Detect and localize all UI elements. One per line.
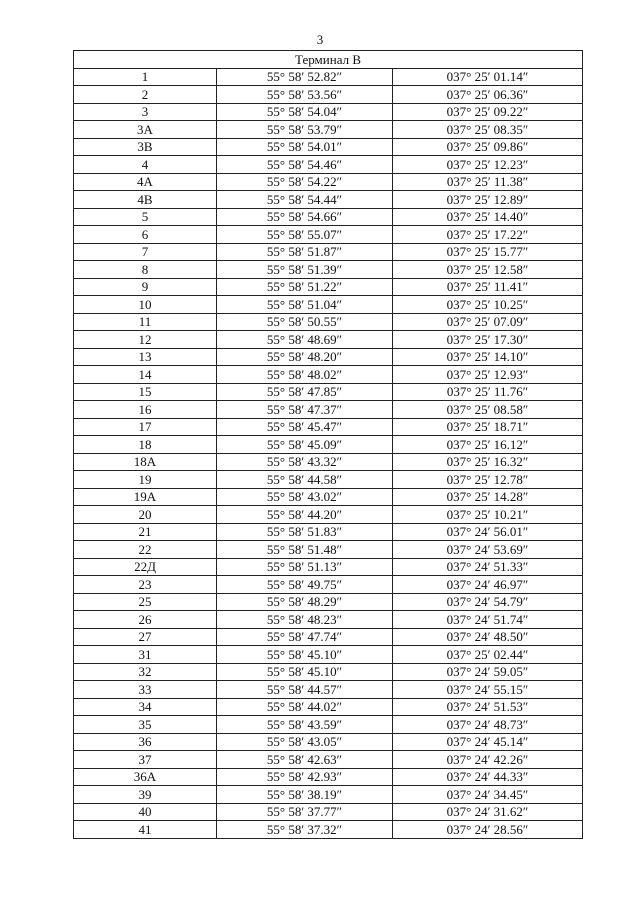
latitude-cell: 55° 58′ 47.74″ [217, 628, 393, 646]
latitude-cell: 55° 58′ 44.58″ [217, 471, 393, 489]
point-id-cell: 16 [74, 401, 217, 419]
point-id-cell: 11 [74, 313, 217, 331]
table-row [74, 751, 583, 769]
point-id-cell: 31 [74, 646, 217, 664]
point-id-cell: 3 [74, 103, 217, 121]
point-id-cell: 26 [74, 611, 217, 629]
latitude-cell: 55° 58′ 44.57″ [217, 681, 393, 699]
table-row [74, 261, 583, 279]
latitude-cell: 55° 58′ 54.44″ [217, 191, 393, 209]
longitude-cell: 037° 25′ 14.10″ [393, 348, 583, 366]
point-id-cell: 3В [74, 138, 217, 156]
point-id-cell: 2 [74, 86, 217, 104]
longitude-cell: 037° 24′ 54.79″ [393, 593, 583, 611]
point-id-cell: 27 [74, 628, 217, 646]
latitude-cell: 55° 58′ 37.77″ [217, 803, 393, 821]
point-id-cell: 41 [74, 821, 217, 839]
point-id-cell: 18А [74, 453, 217, 471]
longitude-cell: 037° 25′ 01.14″ [393, 68, 583, 86]
longitude-cell: 037° 25′ 09.86″ [393, 138, 583, 156]
longitude-cell: 037° 24′ 44.33″ [393, 768, 583, 786]
table-row [74, 506, 583, 524]
longitude-cell: 037° 25′ 09.22″ [393, 103, 583, 121]
longitude-cell: 037° 24′ 46.97″ [393, 576, 583, 594]
table-row [74, 436, 583, 454]
latitude-cell: 55° 58′ 49.75″ [217, 576, 393, 594]
latitude-cell: 55° 58′ 51.22″ [217, 278, 393, 296]
latitude-cell: 55° 58′ 45.10″ [217, 646, 393, 664]
latitude-cell: 55° 58′ 45.47″ [217, 418, 393, 436]
point-id-cell: 5 [74, 208, 217, 226]
point-id-cell: 8 [74, 261, 217, 279]
table-row [74, 348, 583, 366]
latitude-cell: 55° 58′ 37.32″ [217, 821, 393, 839]
longitude-cell: 037° 24′ 51.33″ [393, 558, 583, 576]
longitude-cell: 037° 24′ 28.56″ [393, 821, 583, 839]
table-row [74, 208, 583, 226]
table-row [74, 296, 583, 314]
point-id-cell: 1 [74, 68, 217, 86]
longitude-cell: 037° 24′ 34.45″ [393, 786, 583, 804]
longitude-cell: 037° 25′ 11.41″ [393, 278, 583, 296]
latitude-cell: 55° 58′ 44.02″ [217, 698, 393, 716]
table-row [74, 541, 583, 559]
table-row [74, 401, 583, 419]
table-row [74, 821, 583, 839]
table-row [74, 593, 583, 611]
longitude-cell: 037° 25′ 16.12″ [393, 436, 583, 454]
table-row [74, 383, 583, 401]
longitude-cell: 037° 24′ 45.14″ [393, 733, 583, 751]
table-row [74, 453, 583, 471]
table-row [74, 156, 583, 174]
table-row [74, 226, 583, 244]
table-row [74, 698, 583, 716]
latitude-cell: 55° 58′ 54.22″ [217, 173, 393, 191]
table-row [74, 628, 583, 646]
table-row [74, 663, 583, 681]
point-id-cell: 40 [74, 803, 217, 821]
longitude-cell: 037° 25′ 07.09″ [393, 313, 583, 331]
latitude-cell: 55° 58′ 50.55″ [217, 313, 393, 331]
longitude-cell: 037° 25′ 12.89″ [393, 191, 583, 209]
table-row [74, 243, 583, 261]
table-row [74, 121, 583, 139]
latitude-cell: 55° 58′ 47.85″ [217, 383, 393, 401]
longitude-cell: 037° 25′ 16.32″ [393, 453, 583, 471]
table-row [74, 488, 583, 506]
longitude-cell: 037° 24′ 59.05″ [393, 663, 583, 681]
table-row [74, 471, 583, 489]
longitude-cell: 037° 24′ 56.01″ [393, 523, 583, 541]
point-id-cell: 4А [74, 173, 217, 191]
longitude-cell: 037° 25′ 10.25″ [393, 296, 583, 314]
longitude-cell: 037° 24′ 51.53″ [393, 698, 583, 716]
latitude-cell: 55° 58′ 42.63″ [217, 751, 393, 769]
point-id-cell: 15 [74, 383, 217, 401]
longitude-cell: 037° 25′ 17.30″ [393, 331, 583, 349]
point-id-cell: 37 [74, 751, 217, 769]
longitude-cell: 037° 25′ 10.21″ [393, 506, 583, 524]
longitude-cell: 037° 25′ 14.28″ [393, 488, 583, 506]
table-body [74, 68, 583, 838]
table-row [74, 103, 583, 121]
point-id-cell: 3А [74, 121, 217, 139]
latitude-cell: 55° 58′ 47.37″ [217, 401, 393, 419]
table-row [74, 768, 583, 786]
latitude-cell: 55° 58′ 54.66″ [217, 208, 393, 226]
longitude-cell: 037° 25′ 11.76″ [393, 383, 583, 401]
longitude-cell: 037° 24′ 48.50″ [393, 628, 583, 646]
latitude-cell: 55° 58′ 53.79″ [217, 121, 393, 139]
point-id-cell: 19А [74, 488, 217, 506]
point-id-cell: 25 [74, 593, 217, 611]
latitude-cell: 55° 58′ 51.39″ [217, 261, 393, 279]
table-row [74, 278, 583, 296]
longitude-cell: 037° 25′ 18.71″ [393, 418, 583, 436]
latitude-cell: 55° 58′ 51.83″ [217, 523, 393, 541]
latitude-cell: 55° 58′ 55.07″ [217, 226, 393, 244]
latitude-cell: 55° 58′ 51.48″ [217, 541, 393, 559]
latitude-cell: 55° 58′ 51.87″ [217, 243, 393, 261]
latitude-cell: 55° 58′ 48.69″ [217, 331, 393, 349]
table-row [74, 611, 583, 629]
point-id-cell: 14 [74, 366, 217, 384]
table-row [74, 803, 583, 821]
latitude-cell: 55° 58′ 48.02″ [217, 366, 393, 384]
latitude-cell: 55° 58′ 48.23″ [217, 611, 393, 629]
table-row [74, 733, 583, 751]
latitude-cell: 55° 58′ 45.09″ [217, 436, 393, 454]
latitude-cell: 55° 58′ 43.05″ [217, 733, 393, 751]
longitude-cell: 037° 24′ 48.73″ [393, 716, 583, 734]
point-id-cell: 13 [74, 348, 217, 366]
point-id-cell: 19 [74, 471, 217, 489]
point-id-cell: 32 [74, 663, 217, 681]
latitude-cell: 55° 58′ 54.04″ [217, 103, 393, 121]
point-id-cell: 7 [74, 243, 217, 261]
latitude-cell: 55° 58′ 54.01″ [217, 138, 393, 156]
table-row [74, 558, 583, 576]
longitude-cell: 037° 25′ 11.38″ [393, 173, 583, 191]
longitude-cell: 037° 25′ 14.40″ [393, 208, 583, 226]
latitude-cell: 55° 58′ 51.13″ [217, 558, 393, 576]
point-id-cell: 33 [74, 681, 217, 699]
longitude-cell: 037° 24′ 53.69″ [393, 541, 583, 559]
longitude-cell: 037° 24′ 42.26″ [393, 751, 583, 769]
latitude-cell: 55° 58′ 43.02″ [217, 488, 393, 506]
point-id-cell: 21 [74, 523, 217, 541]
table-row [74, 786, 583, 804]
table-title-row [74, 51, 583, 69]
point-id-cell: 9 [74, 278, 217, 296]
latitude-cell: 55° 58′ 48.29″ [217, 593, 393, 611]
table-row [74, 173, 583, 191]
table-title: Терминал В [74, 51, 583, 69]
latitude-cell: 55° 58′ 52.82″ [217, 68, 393, 86]
table-row [74, 716, 583, 734]
table-row [74, 366, 583, 384]
longitude-cell: 037° 25′ 12.58″ [393, 261, 583, 279]
coordinates-table [73, 50, 583, 839]
latitude-cell: 55° 58′ 51.04″ [217, 296, 393, 314]
longitude-cell: 037° 25′ 08.58″ [393, 401, 583, 419]
table-row [74, 86, 583, 104]
table-row [74, 576, 583, 594]
table-row [74, 646, 583, 664]
longitude-cell: 037° 25′ 06.36″ [393, 86, 583, 104]
page-number: 3 [316, 32, 324, 47]
longitude-cell: 037° 24′ 51.74″ [393, 611, 583, 629]
longitude-cell: 037° 25′ 02.44″ [393, 646, 583, 664]
longitude-cell: 037° 25′ 17.22″ [393, 226, 583, 244]
table-row [74, 68, 583, 86]
point-id-cell: 36А [74, 768, 217, 786]
point-id-cell: 17 [74, 418, 217, 436]
table-row [74, 313, 583, 331]
point-id-cell: 35 [74, 716, 217, 734]
point-id-cell: 6 [74, 226, 217, 244]
point-id-cell: 22Д [74, 558, 217, 576]
longitude-cell: 037° 25′ 15.77″ [393, 243, 583, 261]
latitude-cell: 55° 58′ 43.32″ [217, 453, 393, 471]
longitude-cell: 037° 24′ 31.62″ [393, 803, 583, 821]
latitude-cell: 55° 58′ 44.20″ [217, 506, 393, 524]
point-id-cell: 4В [74, 191, 217, 209]
point-id-cell: 12 [74, 331, 217, 349]
latitude-cell: 55° 58′ 42.93″ [217, 768, 393, 786]
latitude-cell: 55° 58′ 48.20″ [217, 348, 393, 366]
latitude-cell: 55° 58′ 43.59″ [217, 716, 393, 734]
point-id-cell: 10 [74, 296, 217, 314]
point-id-cell: 36 [74, 733, 217, 751]
table-row [74, 138, 583, 156]
point-id-cell: 18 [74, 436, 217, 454]
point-id-cell: 4 [74, 156, 217, 174]
point-id-cell: 23 [74, 576, 217, 594]
latitude-cell: 55° 58′ 45.10″ [217, 663, 393, 681]
point-id-cell: 34 [74, 698, 217, 716]
table-row [74, 191, 583, 209]
table-row [74, 681, 583, 699]
latitude-cell: 55° 58′ 53.56″ [217, 86, 393, 104]
table-row [74, 331, 583, 349]
point-id-cell: 22 [74, 541, 217, 559]
point-id-cell: 39 [74, 786, 217, 804]
longitude-cell: 037° 25′ 12.23″ [393, 156, 583, 174]
table-row [74, 523, 583, 541]
longitude-cell: 037° 25′ 08.35″ [393, 121, 583, 139]
latitude-cell: 55° 58′ 38.19″ [217, 786, 393, 804]
longitude-cell: 037° 25′ 12.78″ [393, 471, 583, 489]
point-id-cell: 20 [74, 506, 217, 524]
latitude-cell: 55° 58′ 54.46″ [217, 156, 393, 174]
table-row [74, 418, 583, 436]
longitude-cell: 037° 25′ 12.93″ [393, 366, 583, 384]
longitude-cell: 037° 24′ 55.15″ [393, 681, 583, 699]
